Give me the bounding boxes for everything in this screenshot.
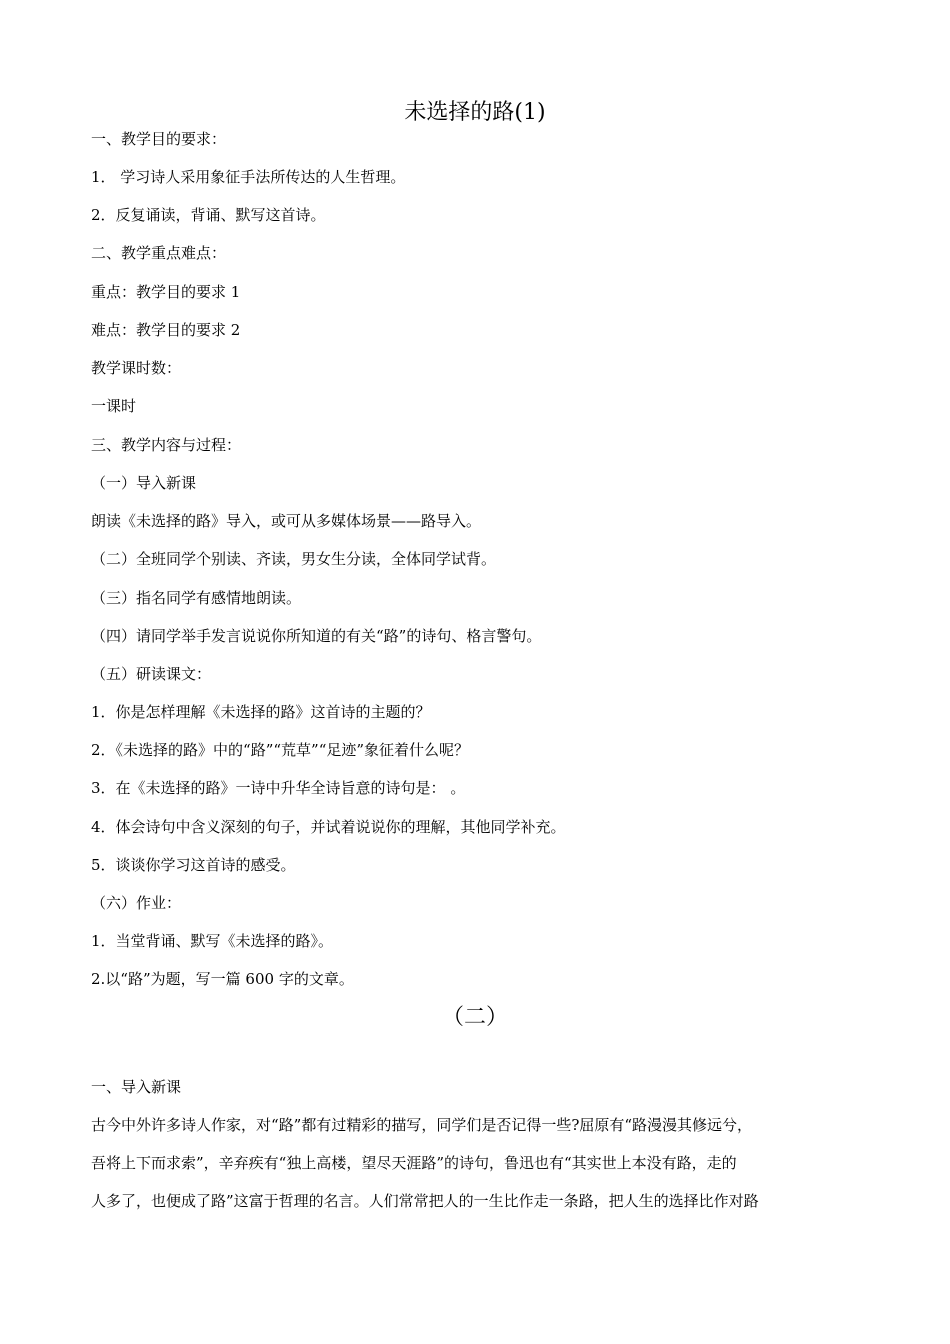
subsection-heading: （五）研读课文： [91, 665, 212, 683]
text-line: 朗读《未选择的路》导入，或可从多媒体场景——路导入。 [91, 512, 482, 530]
subsection-heading: （六）作业： [91, 894, 182, 912]
list-item: 2．《未选择的路》中的“路”“荒草”“足迹”象征着什么呢？ [91, 741, 470, 759]
list-item: 1． 学习诗人采用象征手法所传达的人生哲理。 [91, 168, 406, 186]
list-item: 1．你是怎样理解《未选择的路》这首诗的主题的？ [91, 703, 431, 721]
paragraph-line: 吾将上下而求索”，辛弃疾有“独上高楼，望尽天涯路”的诗句，鲁迅也有“其实世上本没有路，走的 [91, 1154, 737, 1172]
subsection-heading: （二）全班同学个别读、齐读，男女生分读，全体同学试背。 [91, 550, 497, 568]
text-line: 重点：教学目的要求 1 [91, 283, 241, 301]
paragraph-line: 古今中外许多诗人作家，对“路”都有过精彩的描写，同学们是否记得一些?屈原有“路漫漫其修远兮， [91, 1116, 753, 1134]
document-title: 未选择的路(1) [404, 100, 546, 125]
text-line: 难点：教学目的要求 2 [91, 321, 241, 339]
text-line: 教学课时数： [91, 359, 182, 377]
list-item: 4．体会诗句中含义深刻的句子，并试着说说你的理解，其他同学补充。 [91, 818, 566, 836]
subsection-heading: （四）请同学举手发言说说你所知道的有关“路”的诗句、格言警句。 [91, 627, 542, 645]
section-heading: 二、教学重点难点： [91, 244, 227, 262]
subsection-heading: （一）导入新课 [91, 474, 197, 492]
body-paragraph [91, 1114, 859, 1228]
paragraph-line: 人多了，也便成了路”这富于哲理的名言。人们常常把人的一生比作走一条路，把人生的选择比作对路 [91, 1192, 759, 1210]
section-two-heading: （二） [441, 1005, 508, 1030]
list-item: 5．谈谈你学习这首诗的感受。 [91, 856, 296, 874]
section-heading: 三、教学内容与过程： [91, 436, 242, 454]
list-item: 1．当堂背诵、默写《未选择的路》。 [91, 932, 334, 950]
list-item: 2.以“路”为题，写一篇 600 字的文章。 [91, 970, 354, 988]
text-line: 一课时 [91, 397, 137, 415]
list-item: 3．在《未选择的路》一诗中升华全诗旨意的诗句是： 。 [91, 779, 466, 797]
section-heading: 一、导入新课 [91, 1078, 182, 1096]
subsection-heading: （三）指名同学有感情地朗读。 [91, 589, 302, 607]
section-heading: 一、教学目的要求： [91, 130, 227, 148]
list-item: 2．反复诵读，背诵、默写这首诗。 [91, 206, 326, 224]
